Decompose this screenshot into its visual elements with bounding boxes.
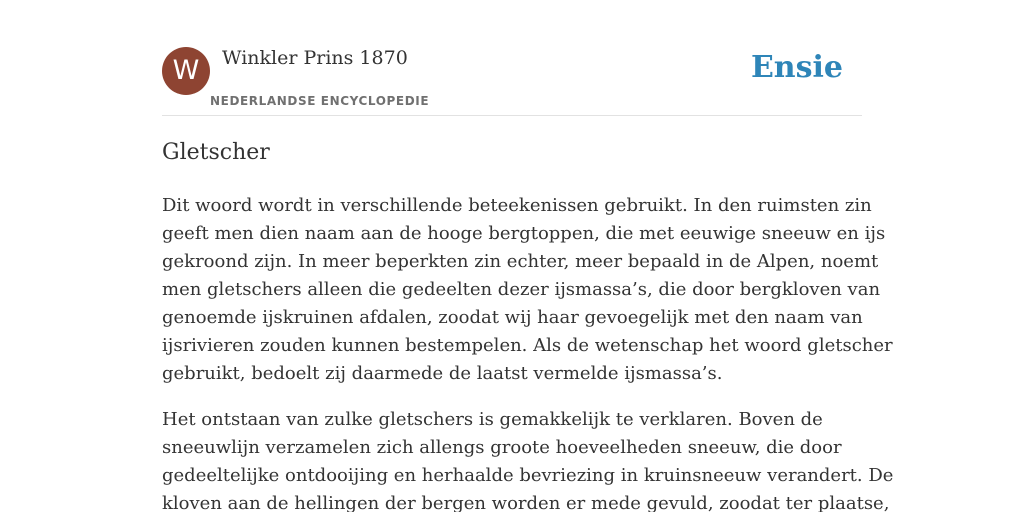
source-subtitle: NEDERLANDSE ENCYCLOPEDIE [210, 94, 430, 108]
paragraph-line: gekroond zijn. In meer beperkten zin echter, meer bepaald in de Alpen, noemt [162, 251, 879, 272]
paragraph-line: Het ontstaan van zulke gletschers is gemakkelijk te verklaren. Boven de [162, 409, 823, 430]
source-avatar[interactable]: W [162, 47, 210, 95]
paragraph-line: men gletschers alleen die gedeelten dezer ijsmassa’s, die door bergkloven van [162, 279, 881, 300]
article-paragraph [162, 192, 893, 388]
paragraph-line: gebruikt, bedoelt zij daarmede de laatst vermelde ijsmassa’s. [162, 363, 723, 384]
article-title: Gletscher [162, 140, 270, 165]
article-paragraph [162, 406, 894, 512]
paragraph-line: genoemde ijskruinen afdalen, zoodat wij haar gevoegelijk met den naam van [162, 307, 863, 328]
paragraph-line: gedeeltelijke ontdooijing en herhaalde bevriezing in kruinsneeuw verandert. De [162, 465, 894, 486]
ensie-logo[interactable]: Ensie [750, 50, 843, 85]
source-title[interactable]: Winkler Prins 1870 [222, 47, 408, 69]
paragraph-line: Dit woord wordt in verschillende beteekenissen gebruikt. In den ruimsten zin [162, 195, 872, 216]
paragraph-line: kloven aan de hellingen der bergen worden er mede gevuld, zoodat ter plaatse, [162, 493, 890, 512]
paragraph-line: sneeuwlijn verzamelen zich allengs groote hoeveelheden sneeuw, die door [162, 437, 842, 458]
article-body [162, 192, 894, 512]
paragraph-line: ijsrivieren zouden kunnen bestempelen. Als de wetenschap het woord gletscher [162, 335, 893, 356]
site-header [162, 46, 862, 116]
paragraph-line: geeft men dien naam aan de hooge bergtoppen, die met eeuwige sneeuw en ijs [162, 223, 886, 244]
